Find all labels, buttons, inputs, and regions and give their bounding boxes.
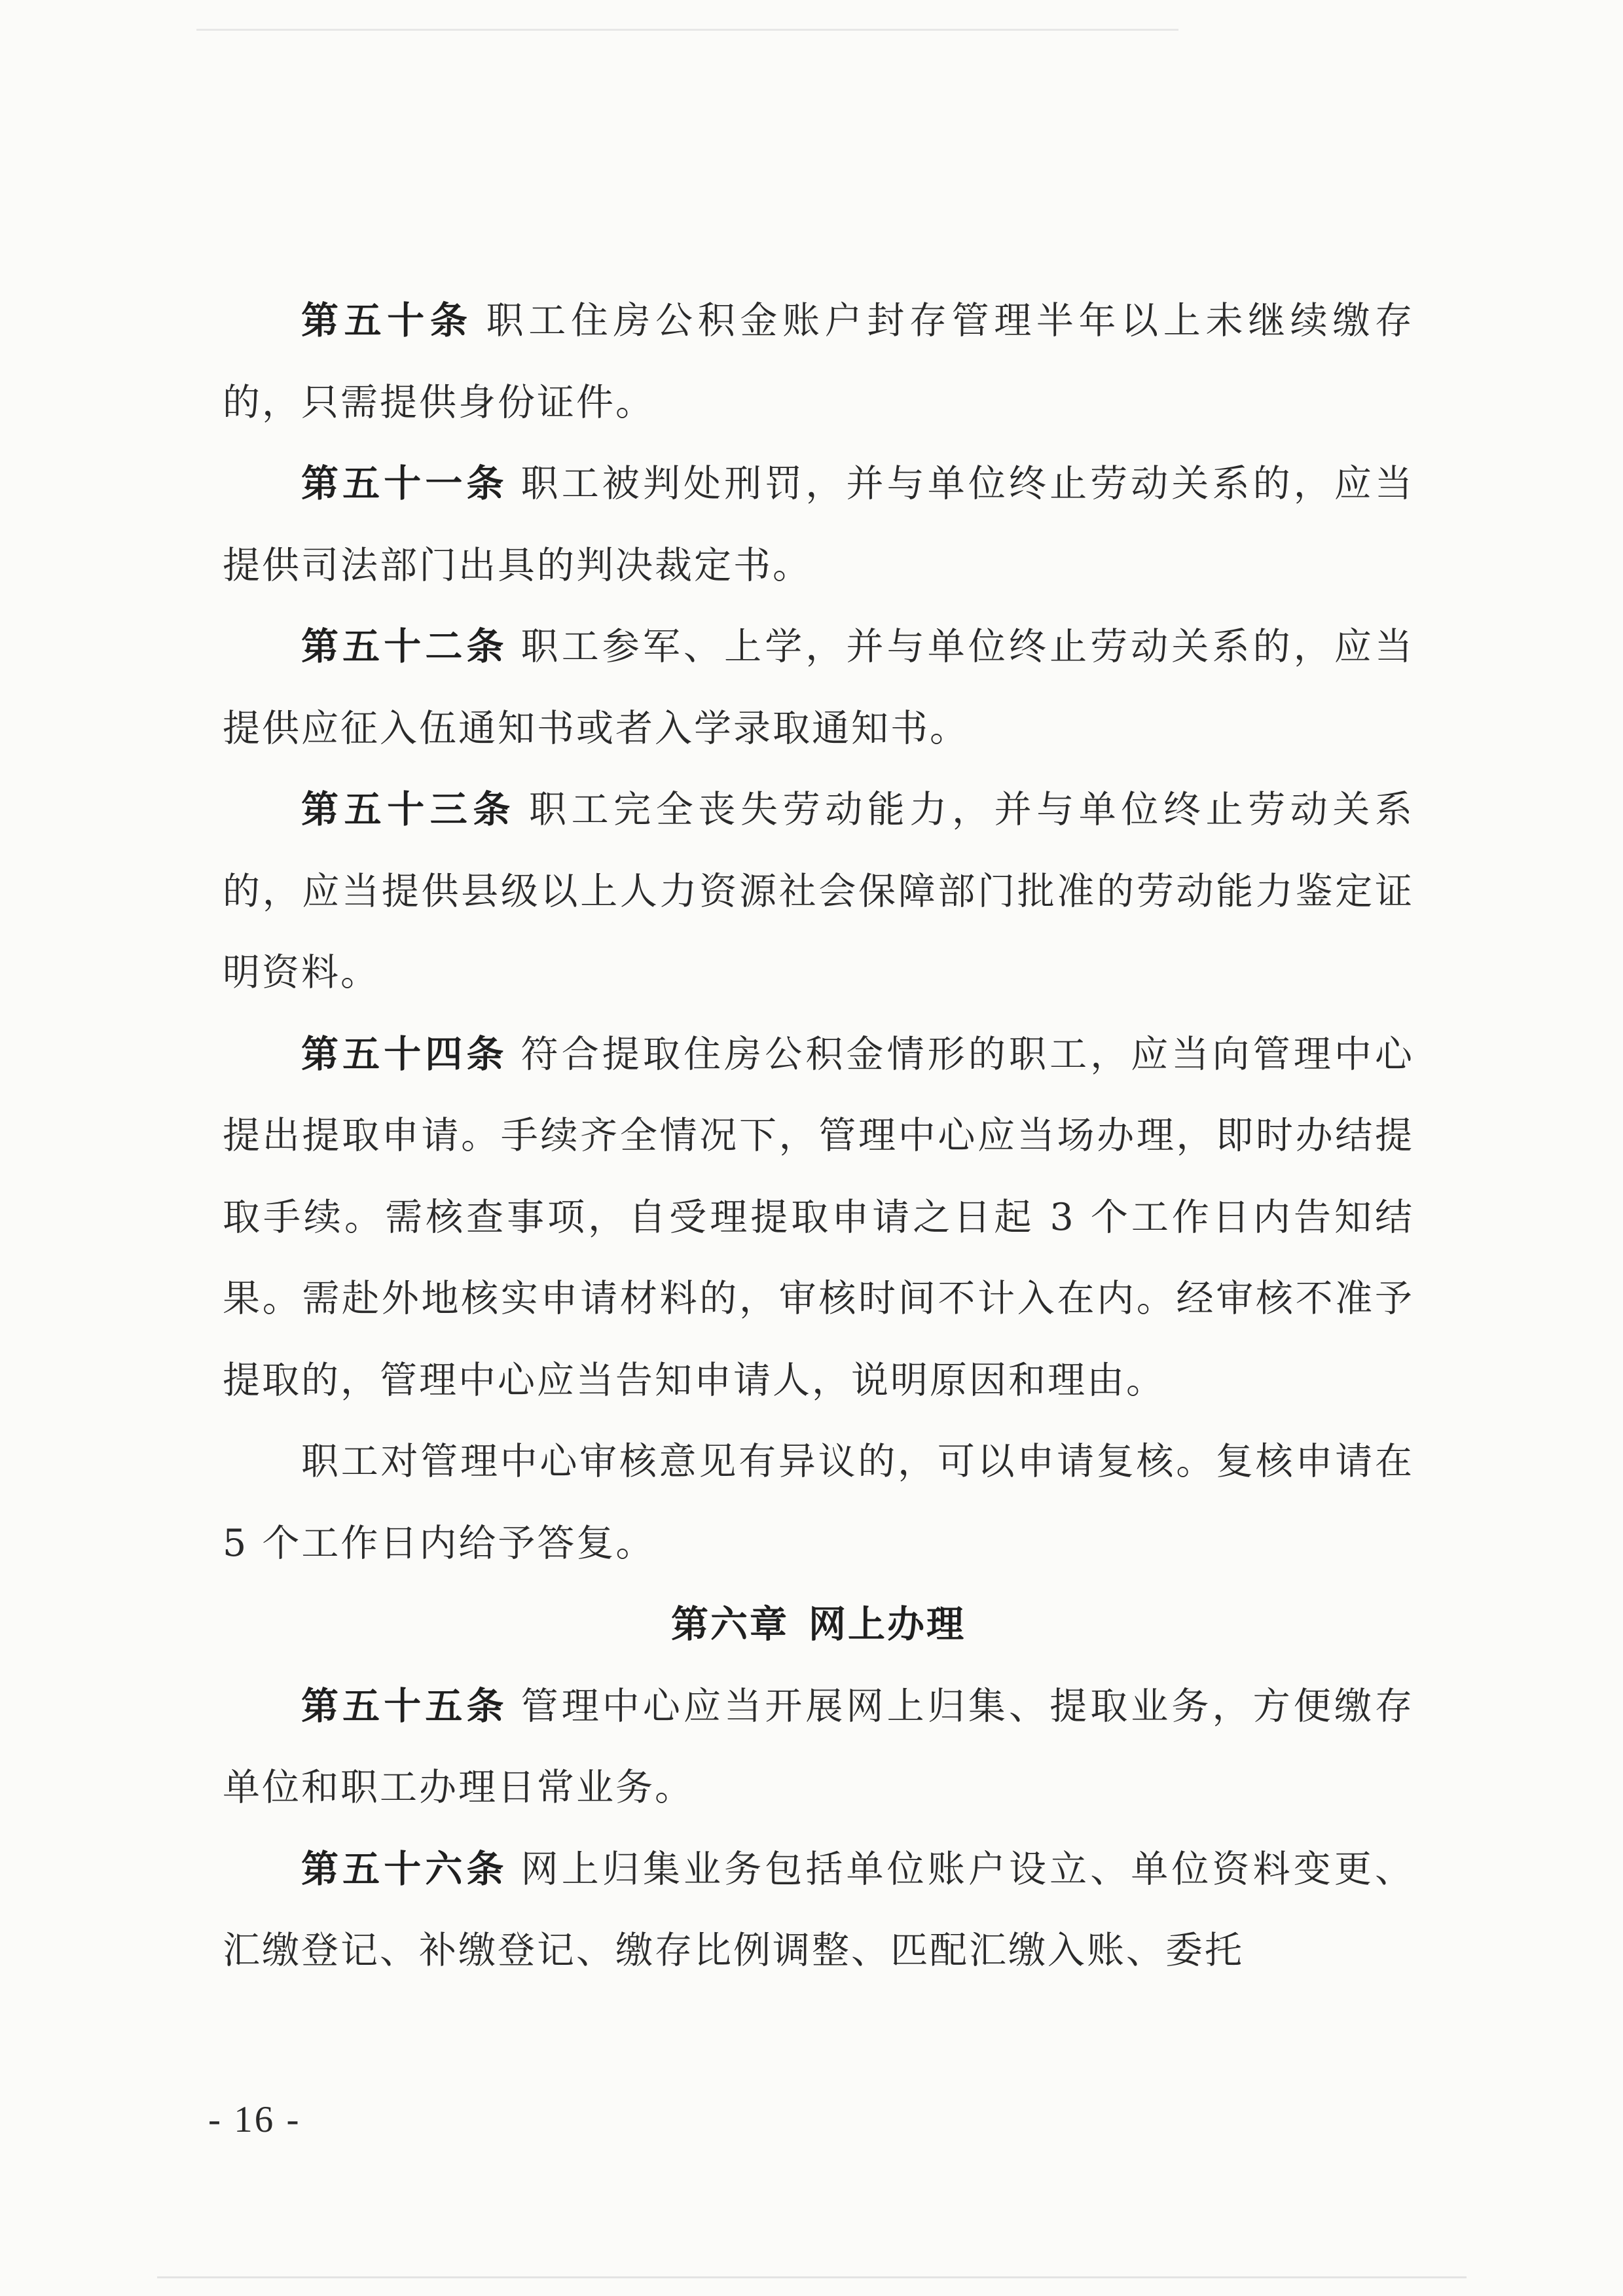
article-label: 第五十三条	[301, 788, 516, 831]
article-label: 第五十二条	[301, 625, 508, 668]
article-51	[223, 443, 1414, 606]
article-text: 职工被判处刑罚，并与单位终止劳动关系的，应当提供司法部门出具的判决裁定书。	[223, 462, 1414, 587]
scan-edge-top	[196, 29, 1178, 31]
article-text: 职工住房公积金账户封存管理半年以上未继续缴存的，只需提供身份证件。	[223, 299, 1415, 424]
article-53	[223, 769, 1414, 1014]
article-54	[223, 1014, 1414, 1422]
article-text: 管理中心应当开展网上归集、提取业务，方便缴存单位和职工办理日常业务。	[223, 1684, 1414, 1809]
article-label: 第五十四条	[301, 1032, 508, 1076]
article-text: 符合提取住房公积金情形的职工，应当向管理中心提出提取申请。手续齐全情况下，管理中心应当场办理，即时办结提取手续。需核查事项，自受理提取申请之日起 3 个工作日内告知结果。需赴外地核实申请材料的，审核时间不计入在内。经审核不准予提取的，管理中心应当告知申请人，说明原因和理由。	[223, 1032, 1414, 1402]
chapter-number: 第六章	[671, 1603, 789, 1646]
review-paragraph	[223, 1421, 1414, 1584]
paragraph-text: 职工对管理中心审核意见有异议的，可以申请复核。复核申请在 5 个工作日内给予答复。	[223, 1440, 1414, 1565]
document-body	[223, 280, 1414, 1992]
article-text: 职工参军、上学，并与单位终止劳动关系的，应当提供应征入伍通知书或者入学录取通知书。	[223, 625, 1414, 750]
article-56	[223, 1829, 1414, 1992]
article-label: 第五十条	[301, 299, 473, 342]
chapter-heading	[223, 1584, 1414, 1666]
article-text: 职工完全丧失劳动能力，并与单位终止劳动关系的，应当提供县级以上人力资源社会保障部门批准的劳动能力鉴定证明资料。	[223, 788, 1414, 994]
article-label: 第五十一条	[301, 462, 508, 505]
chapter-title: 网上办理	[809, 1603, 966, 1646]
article-50	[223, 280, 1414, 443]
article-52	[223, 606, 1414, 769]
article-label: 第五十五条	[301, 1684, 508, 1728]
article-55	[223, 1666, 1414, 1829]
article-label: 第五十六条	[301, 1847, 508, 1891]
article-text: 网上归集业务包括单位账户设立、单位资料变更、汇缴登记、补缴登记、缴存比例调整、匹配汇缴入账、委托	[223, 1847, 1414, 1972]
scan-edge-bottom	[157, 2276, 1467, 2278]
page-number: - 16 -	[208, 2099, 301, 2140]
